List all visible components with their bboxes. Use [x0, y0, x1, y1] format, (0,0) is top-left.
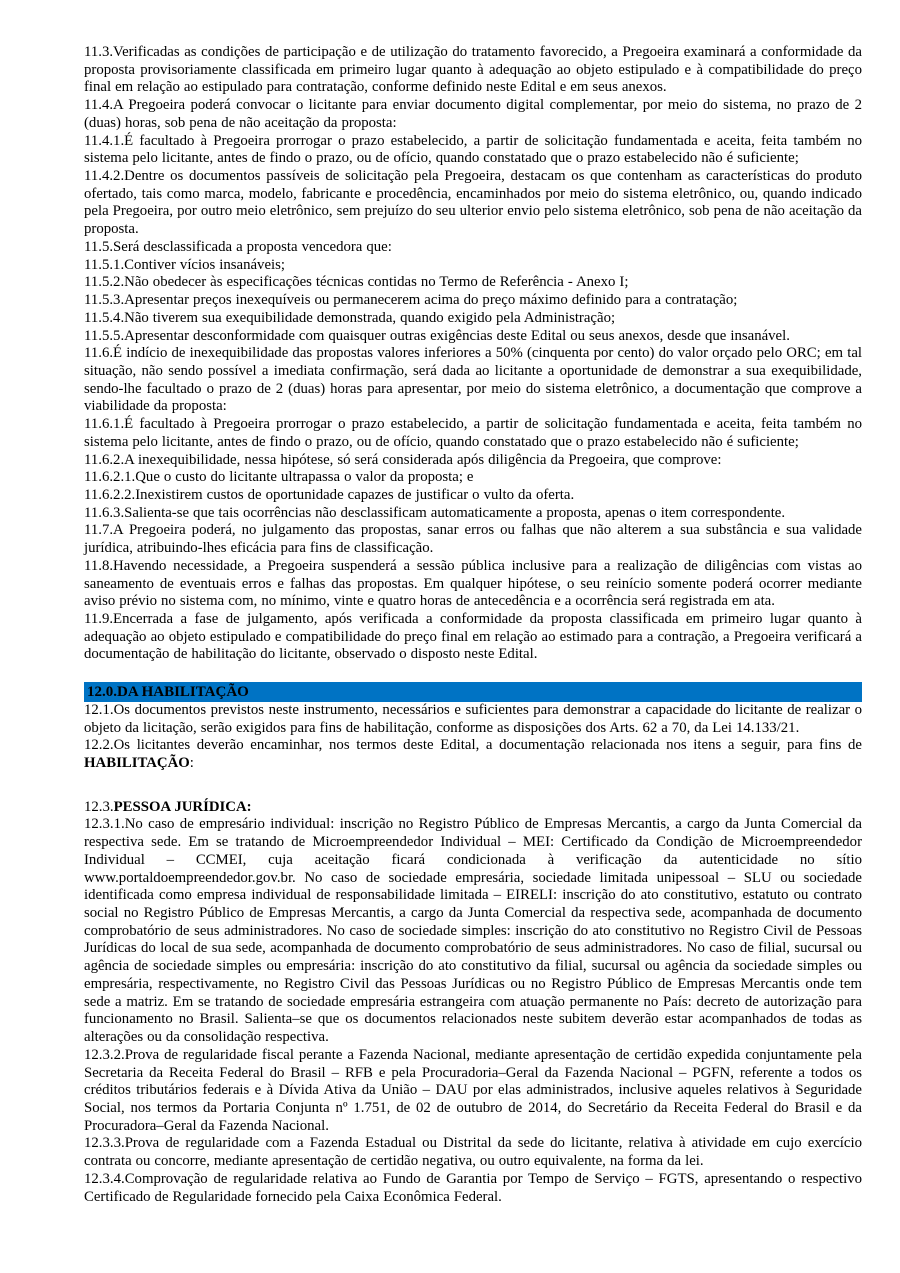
- paragraph: 11.5.Será desclassificada a proposta vencedora que:: [84, 238, 392, 255]
- paragraph: 11.4.A Pregoeira poderá convocar o licitante para enviar documento digital complementar, por meio do sistema, no prazo de 2 (duas) horas, sob pena de não aceitação da proposta:: [84, 97, 862, 131]
- section-heading-bar: 12.0.DA HABILITAÇÃO: [84, 682, 862, 702]
- paragraph: 11.8.Havendo necessidade, a Pregoeira suspenderá a sessão pública inclusive para a realização de diligências com vistas ao saneamento de eventuais erros e falhas das propostas. Em qualquer hipótese, o seu reinício somente poderá ocorrer mediante aviso prévio no sistema com, no mínimo, vinte e quatro horas de antecedência e a ocorrência será registrada em ata.: [84, 557, 862, 610]
- spacer: [84, 664, 862, 682]
- paragraph: 11.4.2.Dentre os documentos passíveis de solicitação pela Pregoeira, destacam os que contenham as características do produto ofertado, tais como marca, modelo, fabricante e procedência, encaminhados por meio do sistema eletrônico, ou, quando indicado pela Pregoeira, por outro meio eletrônico, sem prejuízo do seu ulterior envio pelo sistema eletrônico, sob pena de não aceitação da proposta.: [84, 168, 862, 238]
- bold-text-run: HABILITAÇÃO: [84, 755, 190, 771]
- paragraph: 12.3.2.Prova de regularidade fiscal perante a Fazenda Nacional, mediante apresentação de certidão expedida conjuntamente pela Secretaria da Receita Federal do Brasil – RFB e pela Procuradoria–Geral da Fazenda Nacional – PGFN, referente a todos os créditos tributários federais e à Dívida Ativa da União – DAU por elas administrados, inclusive aqueles relativos à Seguridade Social, nos termos da Portaria Conjunta nº 1.751, de 02 de outubro de 2014, do Secretário da Receita Federal do Brasil e da Procuradora–Geral da Fazenda Nacional.: [84, 1046, 862, 1134]
- paragraph: 11.3.Verificadas as condições de participação e de utilização do tratamento favorecido, a Pregoeira examinará a conformidade da proposta provisoriamente classificada em primeiro lugar quanto à adequação ao objeto estipulado e à compatibilidade do preço final em relação ao estipulado para contratação, conforme definido neste Edital e em seus anexos.: [84, 44, 862, 96]
- paragraph: 12.3.4.Comprovação de regularidade relativa ao Fundo de Garantia por Tempo de Serviço – FGTS, apresentando o respectivo Certificado de Regularidade fornecido pela Caixa Econômica Federal.: [84, 1170, 862, 1205]
- text-run: 12.3.: [84, 798, 114, 815]
- paragraph: 11.6.1.É facultado à Pregoeira prorrogar o prazo estabelecido, a partir de solicitação fundamentada e aceita, feita também no sistema pelo licitante, antes de findo o prazo, ou de ofício, quando constatado que o prazo estabelecido não é suficiente;: [84, 416, 862, 450]
- paragraph: 12.3.1.No caso de empresário individual: inscrição no Registro Público de Empresas Mercantis, a cargo da Junta Comercial da respectiva sede. Em se tratando de Microempreendedor Individual – MEI: Certificado da Condição de Microempreendedor Individual – CCMEI, cuja aceitação ficará condicionada à verificação da autenticidade no sítio www.portaldoempreendedor.gov.br. No caso de sociedade empresária, sociedade limitada unipessoal – SLU ou sociedade identificada como empresa individual de responsabilidade limitada – EIRELI: inscrição do ato constitutivo, estatuto ou contrato social no Registro Público de Empresas Mercantis, a cargo da Junta Comercial da respectiva sede, acompanhada de documento comprobatório de seus administradores. No caso de sociedade simples: inscrição do ato constitutivo no Registro Civil de Pessoas Jurídicas do local de sua sede, acompanhada de documento comprobatório de seus administradores. No caso de filial, sucursal ou agência de sociedade simples ou empresária: inscrição do ato constitutivo da filial, sucursal ou agência da sociedade simples ou empresária, respectivamente, no Registro Civil das Pessoas Jurídicas ou no Registro Público de Empresas Mercantis onde tem sede a matriz. Em se tratando de sociedade empresária estrangeira com atuação permanente no País: decreto de autorização para funcionamento no Brasil. Salienta–se que os documentos relacionados neste subitem deverão estar acompanhados de todas as alterações ou da consolidação respectiva.: [84, 816, 862, 1046]
- paragraph: 11.5.2.Não obedecer às especificações técnicas contidas no Termo de Referência - Anexo I;: [84, 274, 629, 291]
- paragraph: 11.5.5.Apresentar desconformidade com quaisquer outras exigências deste Edital ou seus anexos, desde que insanável.: [84, 327, 790, 344]
- text-run: :: [189, 755, 194, 771]
- paragraph: 11.5.4.Não tiverem sua exequibilidade demonstrada, quando exigido pela Administração;: [84, 309, 616, 326]
- paragraph: 12.1.Os documentos previstos neste instrumento, necessários e suficientes para demonstrar a capacidade do licitante de realizar o objeto da licitação, serão exigidos para fins de habilitação, conforme as disposições dos Arts. 62 a 70, da Lei 14.133/21.: [84, 701, 862, 736]
- paragraph: 11.6.2.A inexequibilidade, nessa hipótese, só será considerada após diligência da Pregoeira, que comprove:: [84, 451, 722, 468]
- paragraph: 11.9.Encerrada a fase de julgamento, após verificada a conformidade da proposta classificada em primeiro lugar quanto à adequação ao objeto estipulado e compatibilidade do preço final em relação ao estimado para a contração, a Pregoeira verificará a documentação de habilitação do licitante, observado o disposto neste Edital.: [84, 611, 862, 663]
- paragraph: 11.6.2.1.Que o custo do licitante ultrapassa o valor da proposta; e: [84, 469, 474, 486]
- paragraph: 12.3.3.Prova de regularidade com a Fazenda Estadual ou Distrital da sede do licitante, relativa à atividade em cujo exercício contrata ou concorre, mediante apresentação de certidão negativa, ou outro equivalente, na forma da lei.: [84, 1135, 862, 1170]
- bold-text-run: PESSOA JURÍDICA:: [113, 798, 252, 815]
- paragraph: 11.6.2.2.Inexistirem custos de oportunidade capazes de justificar o vulto da oferta.: [84, 486, 575, 503]
- document-body: [84, 44, 862, 1206]
- paragraph: 11.5.3.Apresentar preços inexequíveis ou permanecerem acima do preço máximo definido para a contratação;: [84, 292, 738, 309]
- paragraph: 11.6.É indício de inexequibilidade das propostas valores inferiores a 50% (cinquenta por cento) do valor orçado pelo ORC; em tal situação, não sendo possível a imediata confirmação, será dada ao licitante a oportunidade de demonstrar a sua exequibilidade, sendo-lhe facultado o prazo de 2 (duas) horas para apresentar, por meio do sistema eletrônico, a documentação que comprove a viabilidade da proposta:: [84, 345, 862, 415]
- paragraph: [84, 737, 862, 772]
- subsection-heading: [84, 799, 862, 817]
- text-run: 12.2.Os licitantes deverão encaminhar, nos termos deste Edital, a documentação relacionada nos itens a seguir, para fins de: [84, 737, 862, 754]
- paragraph: 11.5.1.Contiver vícios insanáveis;: [84, 256, 286, 273]
- paragraph: 11.4.1.É facultado à Pregoeira prorrogar o prazo estabelecido, a partir de solicitação fundamentada e aceita, feita também no sistema pelo licitante, antes de findo o prazo, ou de ofício, quando constatado que o prazo estabelecido não é suficiente;: [84, 132, 862, 167]
- paragraph: 11.7.A Pregoeira poderá, no julgamento das propostas, sanar erros ou falhas que não alterem a sua substância e sua validade jurídica, atribuindo-lhes eficácia para fins de classificação.: [84, 522, 862, 557]
- spacer: [84, 773, 862, 799]
- paragraph: 11.6.3.Salienta-se que tais ocorrências não desclassificam automaticamente a proposta, apenas o item correspondente.: [84, 504, 786, 521]
